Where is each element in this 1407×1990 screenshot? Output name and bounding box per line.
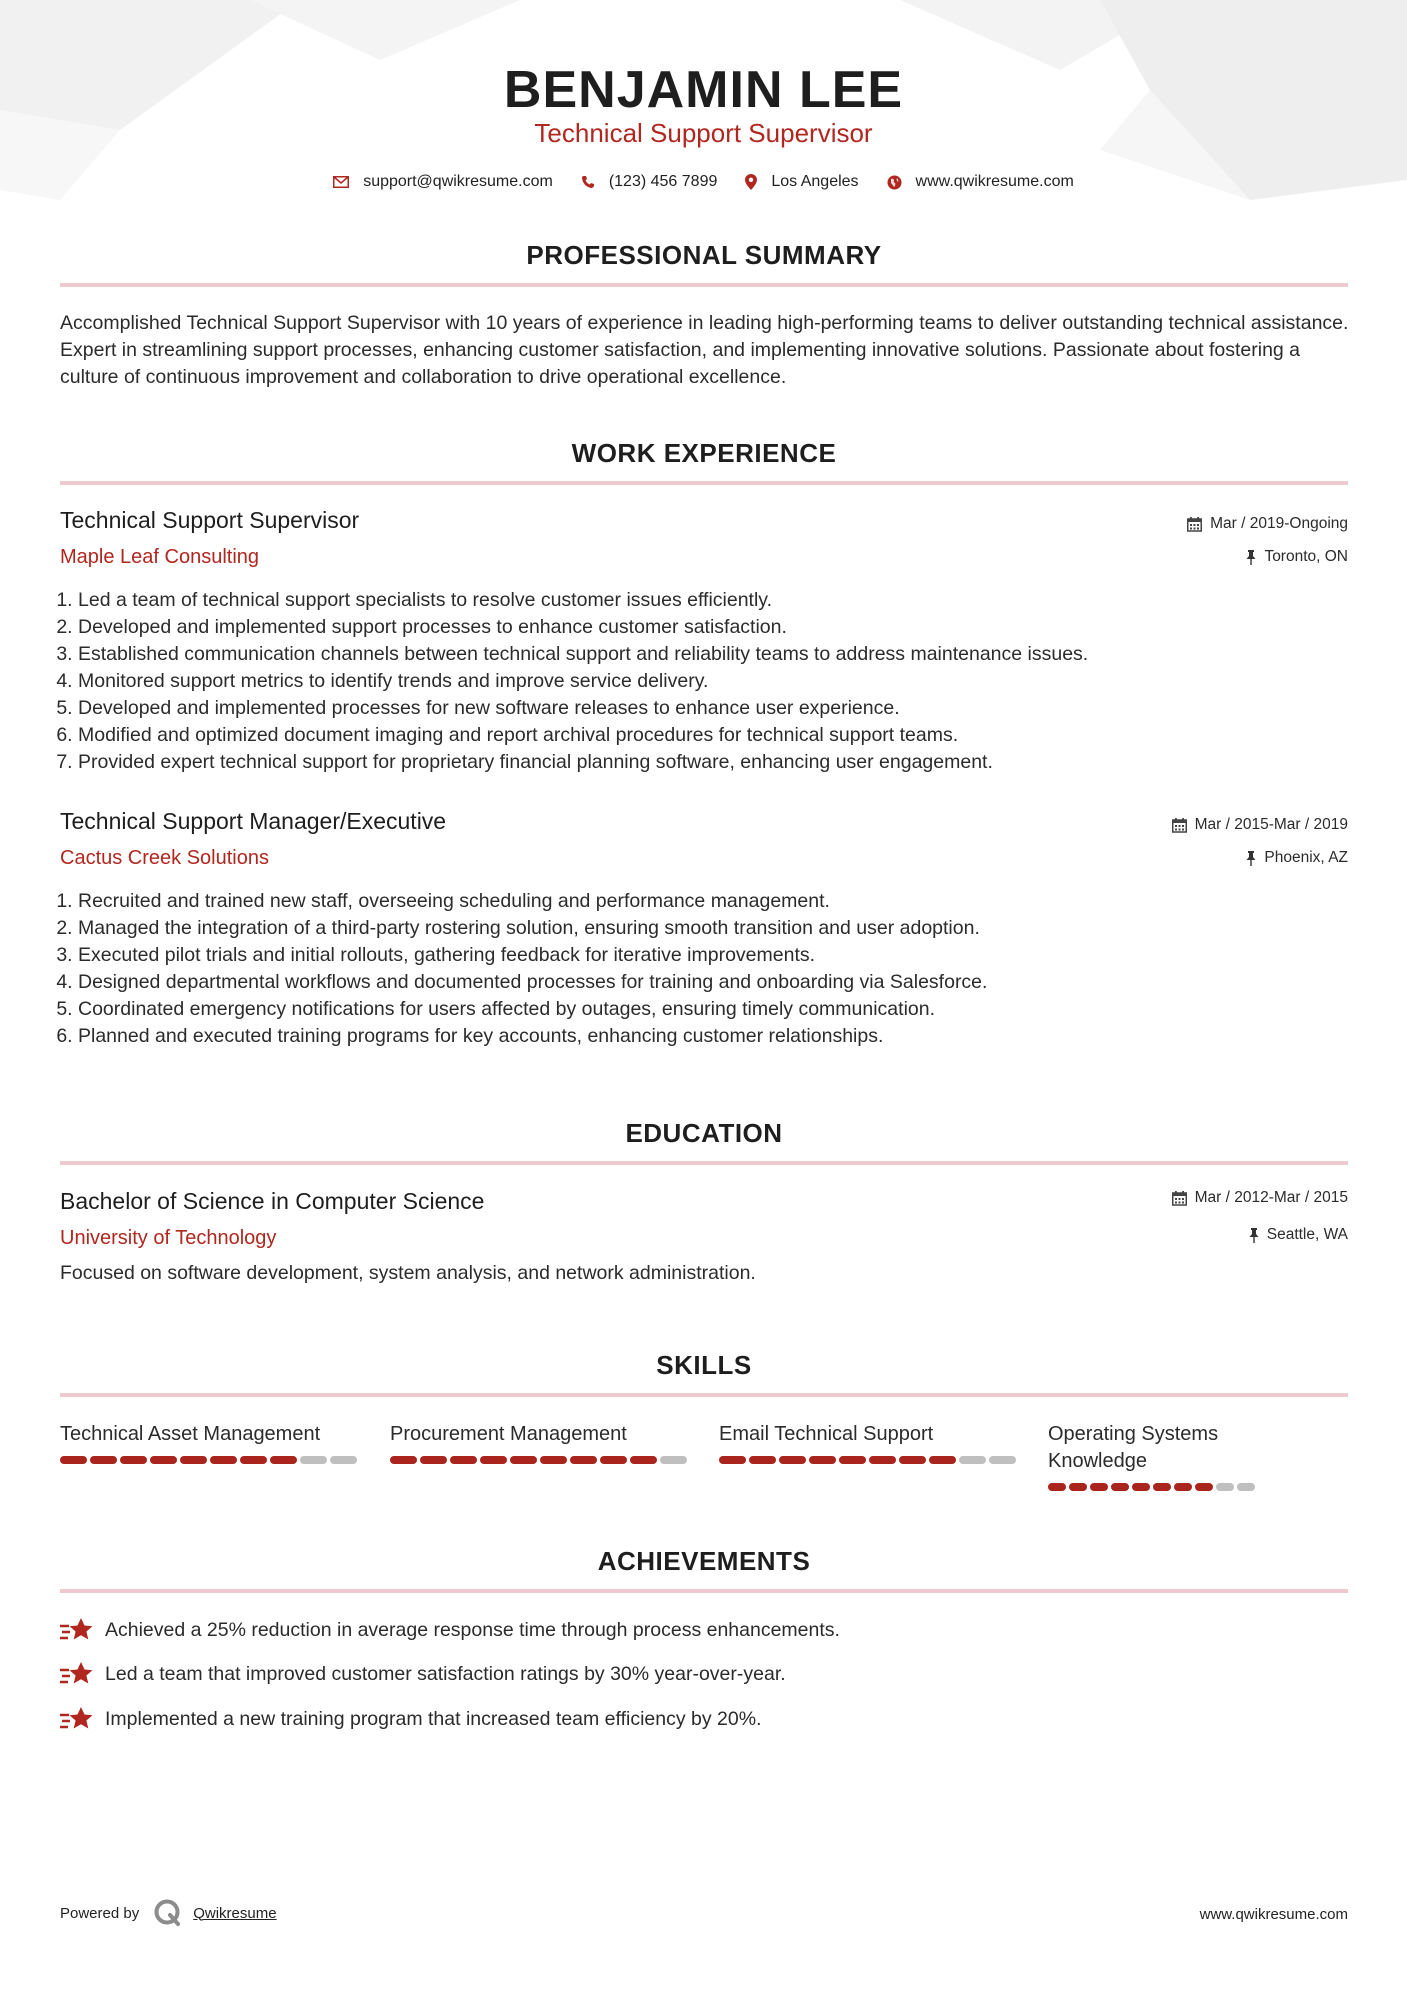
skill-level-bar [719,1456,1019,1464]
list-item: 2. Managed the integration of a third-party rostering solution, ensuring smooth transition and user adoption. [78,915,1368,942]
skill-segment-filled [210,1456,237,1464]
skill-segment-filled [1090,1483,1108,1491]
job-dates-text: Mar / 2019-Ongoing [1210,515,1348,532]
education-description: Focused on software development, system analysis, and network administration. [60,1262,756,1284]
skill-segment-filled [929,1456,956,1464]
achievement-item [60,1706,762,1732]
job-title: Technical Support Manager/Executive [60,808,447,834]
skill-item [719,1421,1019,1464]
skill-level-bar [390,1456,690,1464]
skill-segment-filled [1153,1483,1171,1491]
pushpin-icon [1246,851,1256,866]
skill-segment-empty [1237,1483,1255,1491]
job-title: Technical Support Supervisor [60,507,360,533]
skill-name: Technical Asset Management [60,1423,321,1445]
list-item: 3. Executed pilot trials and initial rollouts, gathering feedback for iterative improvements. [78,942,1368,969]
shooting-star-icon [60,1661,93,1687]
website-text: www.qwikresume.com [915,173,1074,190]
skill-segment-filled [749,1456,776,1464]
footer-website[interactable]: www.qwikresume.com [1199,1906,1348,1923]
skill-segment-filled [869,1456,896,1464]
skill-item [390,1421,690,1464]
skill-segment-empty [1216,1483,1234,1491]
candidate-title: Technical Support Supervisor [534,118,873,148]
skill-segment-empty [959,1456,986,1464]
contact-location [745,173,858,191]
list-item: 1. Led a team of technical support specialists to resolve customer issues efficiently. [78,587,1368,614]
skill-level-bar [1048,1483,1258,1491]
company-name: Maple Leaf Consulting [60,546,260,568]
list-item: 6. Modified and optimized document imaging and report archival procedures for technical support teams. [78,722,1368,749]
school-name: University of Technology [60,1227,277,1249]
map-pin-icon [745,174,757,190]
phone-text: (123) 456 7899 [608,173,718,190]
calendar-icon [1172,818,1187,833]
candidate-name: BENJAMIN LEE [503,61,904,119]
contact-bar [0,173,1407,191]
skill-segment-filled [779,1456,806,1464]
skill-segment-filled [510,1456,537,1464]
pushpin-icon [1249,1228,1259,1243]
skill-segment-filled [480,1456,507,1464]
skill-segment-filled [420,1456,447,1464]
list-item: 3. Established communication channels between technical support and reliability teams to address maintenance issues. [78,641,1368,668]
shooting-star-icon [60,1706,93,1732]
achievements-divider [60,1589,1348,1593]
phone-icon [581,175,595,189]
experience-heading: WORK EXPERIENCE [571,438,837,468]
skill-segment-filled [1195,1483,1213,1491]
achievement-text: Implemented a new training program that increased team efficiency by 20%. [105,1707,762,1730]
skill-segment-filled [120,1456,147,1464]
summary-heading: PROFESSIONAL SUMMARY [526,240,882,270]
achievement-item [60,1617,840,1643]
contact-email[interactable] [333,173,553,191]
globe-icon [887,175,902,190]
skill-segment-filled [630,1456,657,1464]
skill-name: Operating Systems Knowledge [1048,1423,1219,1472]
skill-segment-filled [600,1456,627,1464]
job-bullets [60,587,1368,776]
qwikresume-logo-icon [153,1898,183,1928]
summary-divider [60,283,1348,287]
skill-segment-filled [390,1456,417,1464]
contact-phone[interactable] [581,173,718,191]
experience-divider [60,481,1348,485]
skill-segment-filled [60,1456,87,1464]
list-item: 4. Designed departmental workflows and documented processes for training and onboarding via Salesforce. [78,969,1368,996]
education-location-text: Seattle, WA [1266,1226,1348,1243]
job-dates [1172,816,1348,834]
skill-segment-filled [240,1456,267,1464]
achievement-text: Led a team that improved customer satisfaction ratings by 30% year-over-year. [105,1662,786,1685]
email-text: support@qwikresume.com [363,173,553,190]
list-item: 7. Provided expert technical support for proprietary financial planning software, enhancing user engagement. [78,749,1368,776]
skill-segment-filled [809,1456,836,1464]
skill-segment-filled [899,1456,926,1464]
summary-text: Accomplished Technical Support Supervisor with 10 years of experience in leading high-performing teams to deliver outstanding technical assistance. Expert in streamlining support processes, enhancing customer satisfaction, and implementing innovative solutions. Passionate about fostering a culture of continuous improvement and collaboration to drive operational excellence. [60,312,1349,388]
list-item: 4. Monitored support metrics to identify trends and improve service delivery. [78,668,1368,695]
skill-name: Email Technical Support [719,1423,934,1445]
company-name: Cactus Creek Solutions [60,847,269,869]
skill-segment-empty [989,1456,1016,1464]
job-dates-text: Mar / 2015-Mar / 2019 [1194,816,1348,833]
contact-website[interactable] [887,173,1074,191]
list-item: 6. Planned and executed training programs for key accounts, enhancing customer relationships. [78,1023,1368,1050]
skills-divider [60,1393,1348,1397]
calendar-icon [1172,1191,1187,1206]
footer-powered-by [60,1898,277,1928]
skill-segment-filled [450,1456,477,1464]
skill-item [60,1421,360,1464]
skill-item [1048,1421,1258,1491]
job-location-text: Toronto, ON [1264,548,1348,565]
skill-segment-filled [1048,1483,1066,1491]
achievement-item [60,1661,786,1687]
skill-segment-empty [660,1456,687,1464]
list-item: 2. Developed and implemented support processes to enhance customer satisfaction. [78,614,1368,641]
list-item: 5. Coordinated emergency notifications for users affected by outages, ensuring timely communication. [78,996,1368,1023]
pushpin-icon [1246,550,1256,565]
skill-level-bar [60,1456,360,1464]
skill-name: Procurement Management [390,1423,627,1445]
skill-segment-filled [1069,1483,1087,1491]
education-heading: EDUCATION [625,1118,783,1148]
envelope-icon [333,176,349,188]
skills-heading: SKILLS [656,1350,752,1380]
job-dates [1187,515,1348,533]
calendar-icon [1187,517,1202,532]
education-dates [1172,1189,1348,1207]
job-bullets [60,888,1368,1050]
job-location [1246,548,1348,566]
list-item: 1. Recruited and trained new staff, overseeing scheduling and performance management. [78,888,1368,915]
shooting-star-icon [60,1617,93,1643]
skill-segment-empty [330,1456,357,1464]
skill-segment-filled [150,1456,177,1464]
achievement-text: Achieved a 25% reduction in average response time through process enhancements. [105,1618,840,1641]
location-text: Los Angeles [771,173,859,190]
skill-segment-filled [1132,1483,1150,1491]
achievements-heading: ACHIEVEMENTS [597,1546,811,1576]
degree-title: Bachelor of Science in Computer Science [60,1188,485,1214]
skill-segment-filled [719,1456,746,1464]
education-divider [60,1161,1348,1165]
skill-segment-filled [540,1456,567,1464]
qwikresume-link[interactable]: Qwikresume [193,1904,277,1922]
job-location [1246,849,1348,867]
skill-segment-filled [839,1456,866,1464]
skill-segment-filled [90,1456,117,1464]
skill-segment-filled [180,1456,207,1464]
skill-segment-filled [1111,1483,1129,1491]
skill-segment-filled [1174,1483,1192,1491]
education-dates-text: Mar / 2012-Mar / 2015 [1194,1189,1348,1206]
skill-segment-empty [300,1456,327,1464]
powered-by-label: Powered by [60,1904,140,1922]
skill-segment-filled [270,1456,297,1464]
education-location [1249,1226,1348,1244]
job-location-text: Phoenix, AZ [1264,849,1348,866]
list-item: 5. Developed and implemented processes for new software releases to enhance user experience. [78,695,1368,722]
skill-segment-filled [570,1456,597,1464]
